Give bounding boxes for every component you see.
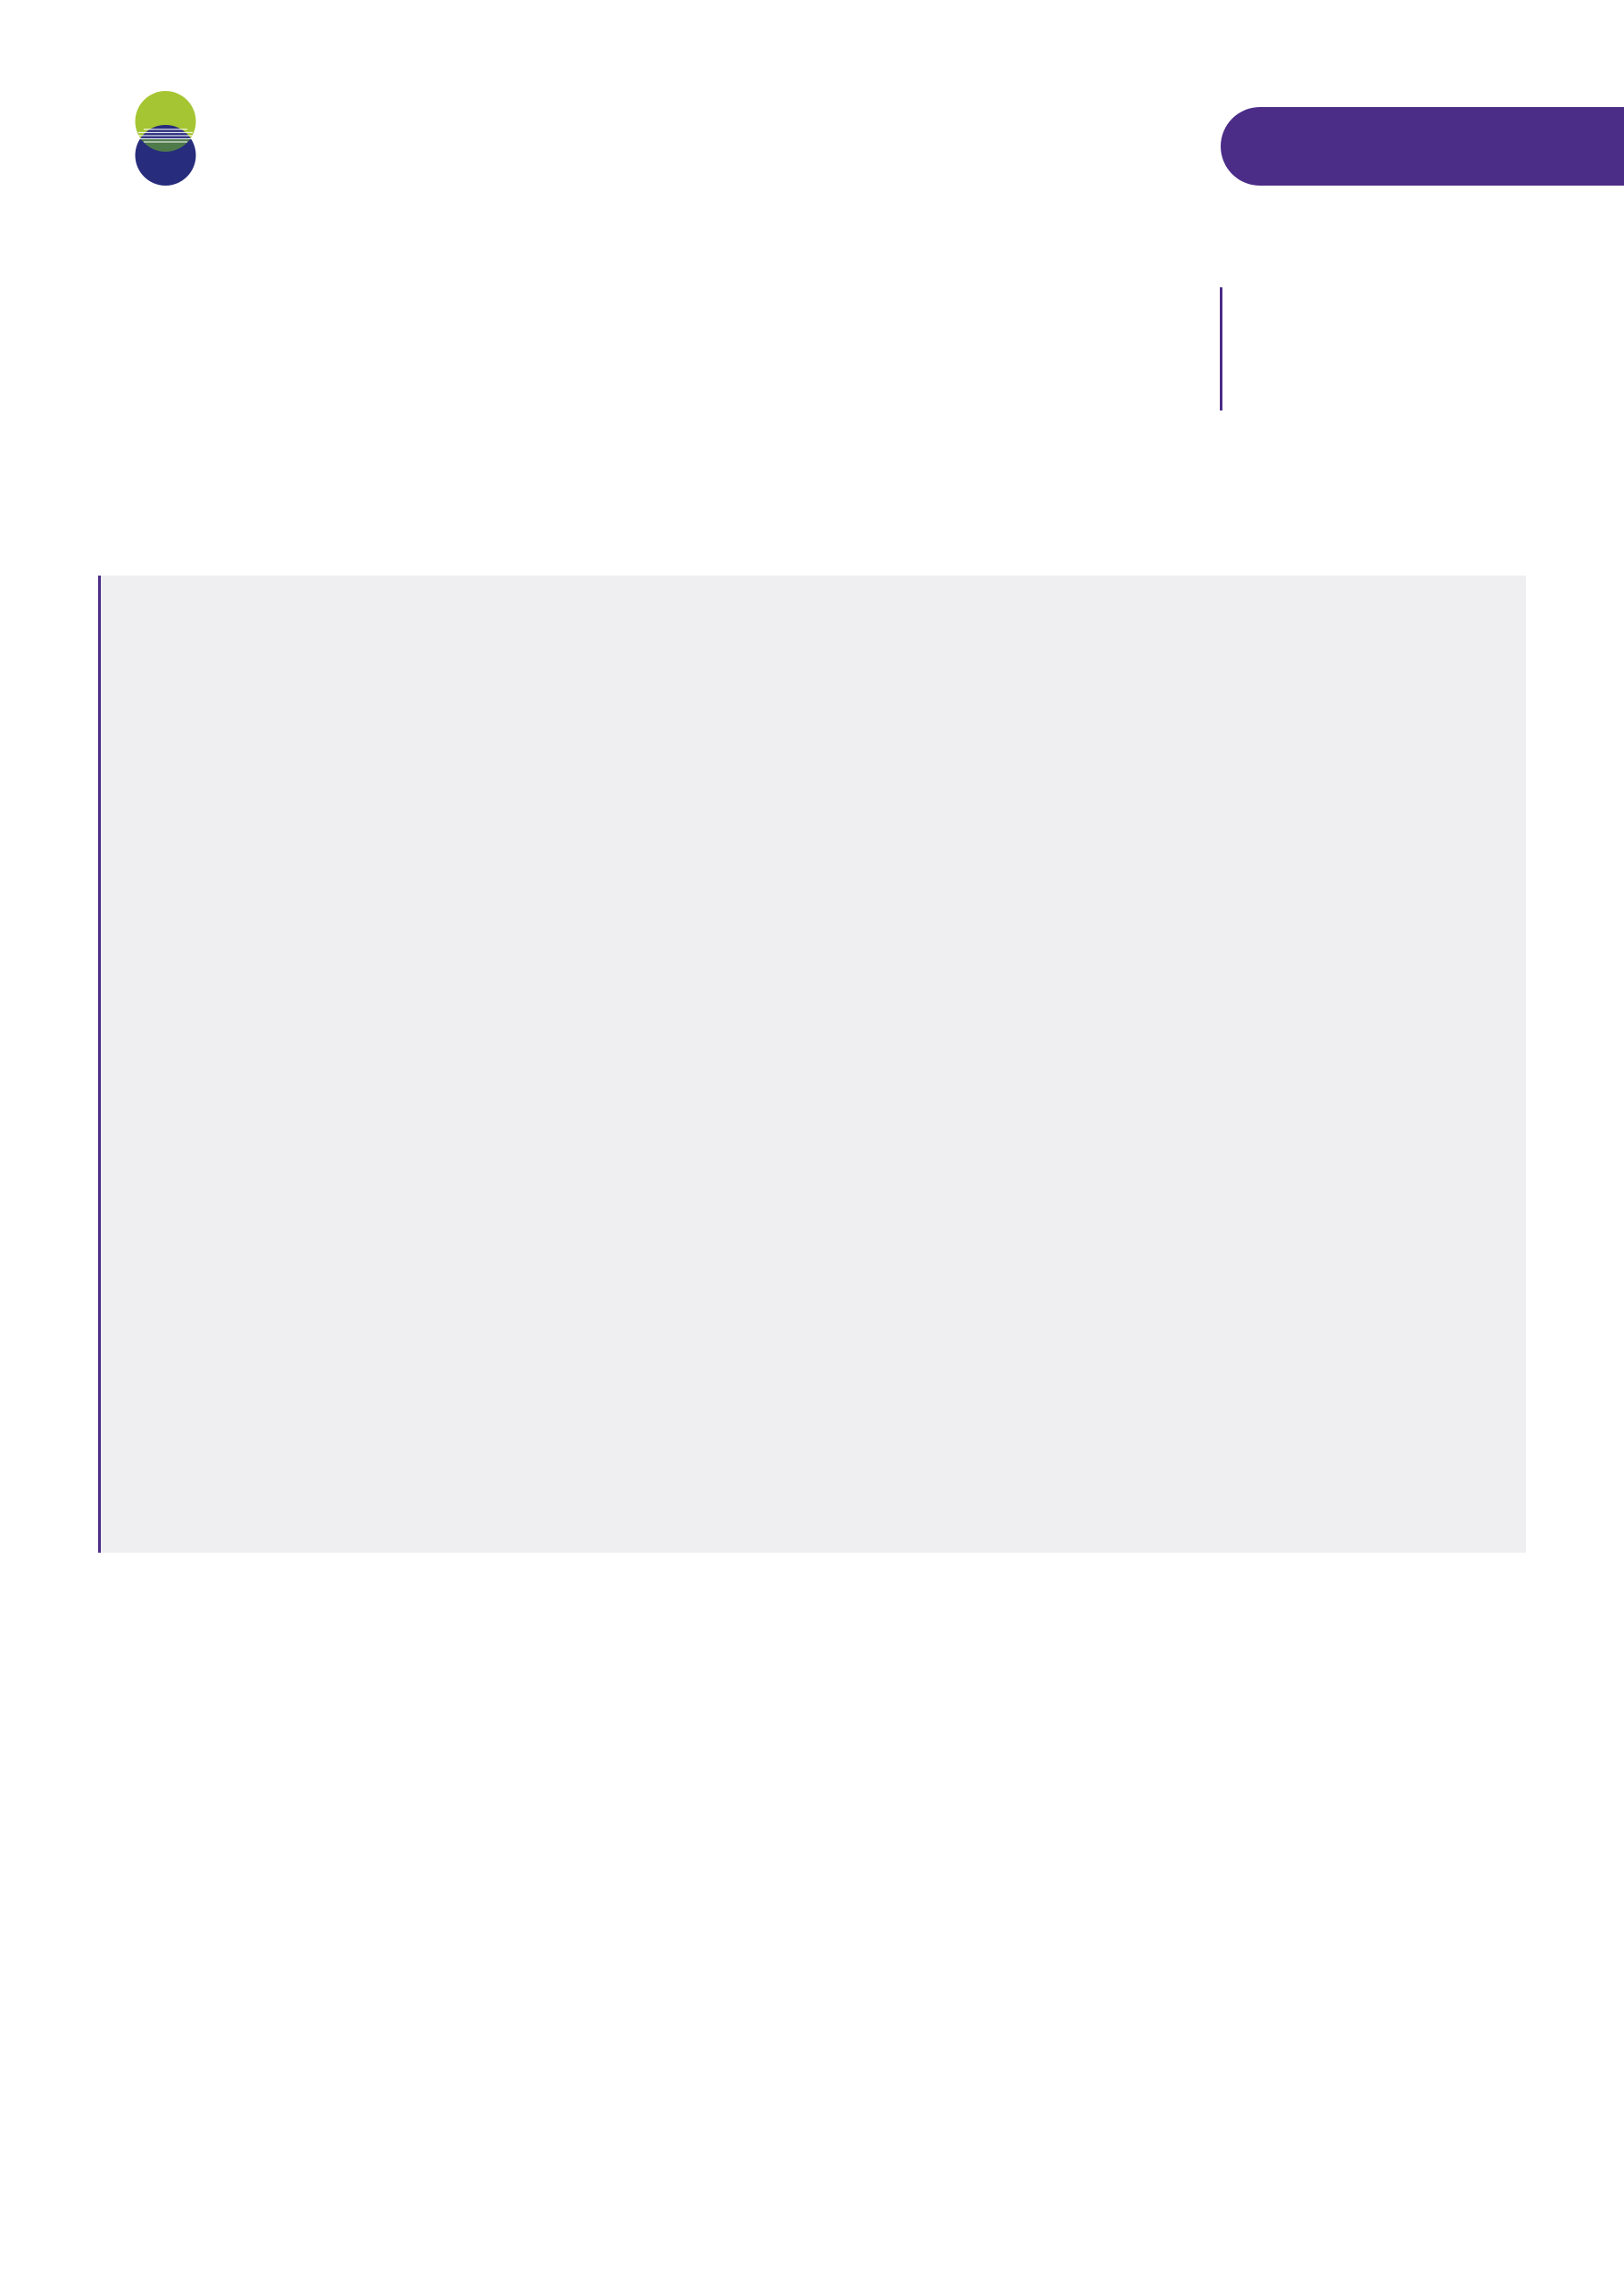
institution-logo — [134, 89, 509, 192]
date-divider — [1220, 287, 1222, 410]
logo-lower-circle — [136, 125, 196, 186]
logo-emblem-icon — [134, 91, 197, 186]
summary-list — [101, 576, 1526, 593]
publication-type-badge — [1221, 107, 1624, 186]
summary-box — [98, 576, 1526, 1553]
